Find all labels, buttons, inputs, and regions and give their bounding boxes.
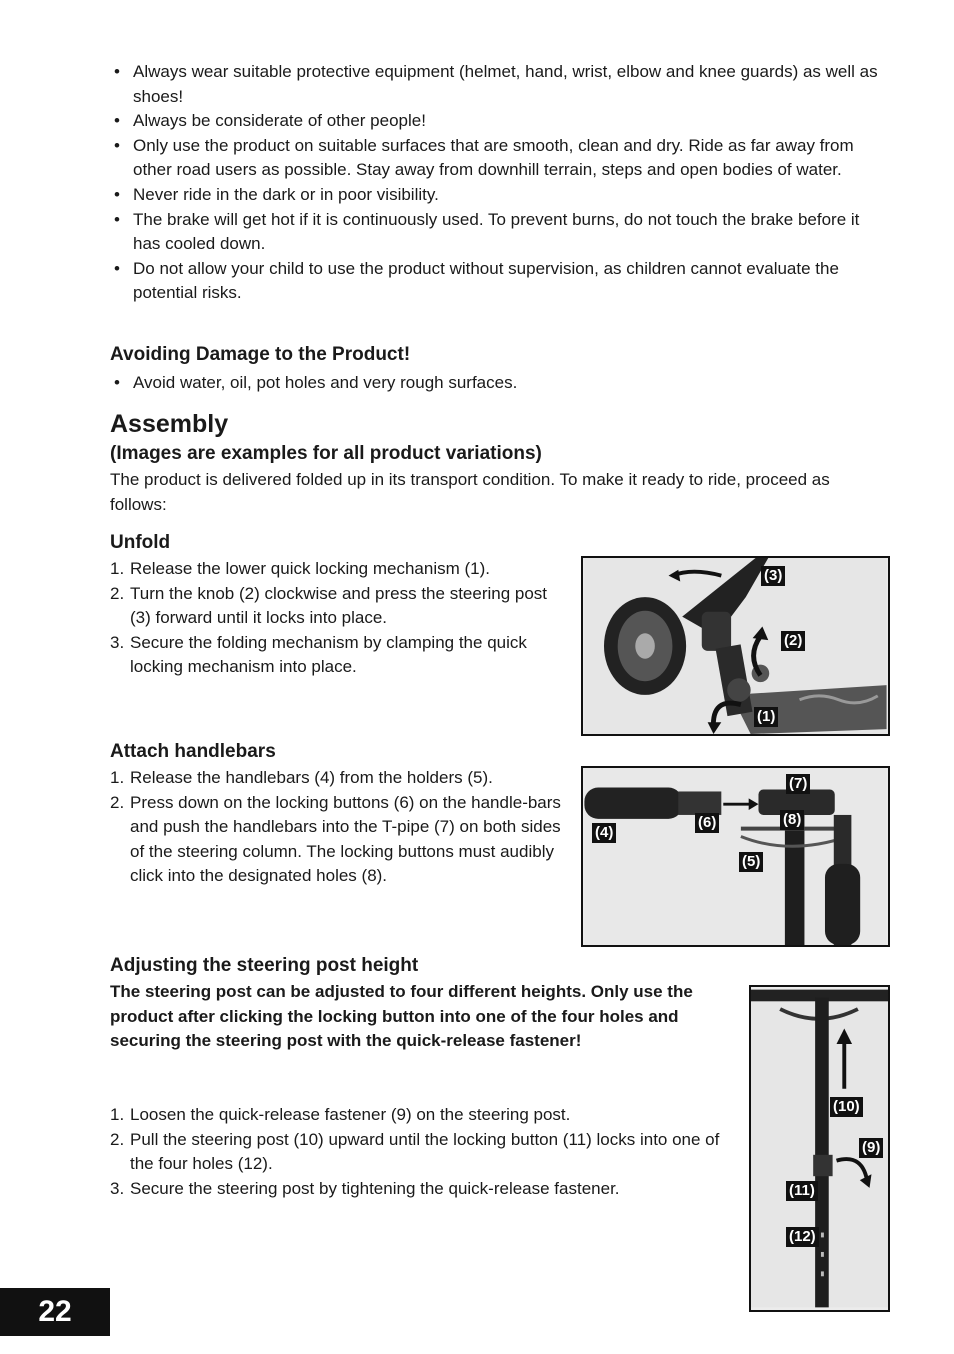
list-item: • Always wear suitable protective equipment (helmet, hand, wrist, elbow and knee guards) as well as shoes! — [110, 60, 890, 109]
callout-label-1: (1) — [754, 707, 778, 727]
callout-label-5: (5) — [739, 852, 763, 872]
list-item — [110, 1103, 730, 1128]
callout-label-7: (7) — [786, 774, 810, 794]
assembly-heading: Assembly — [110, 410, 229, 438]
height-warning: The steering post can be adjusted to four different heights. Only use the product after clicking the locking button into one of the four holes and securing the steering post with the quick-release fastener! — [110, 982, 693, 1051]
callout-label-12: (12) — [786, 1227, 819, 1247]
unfold-figure — [581, 556, 890, 736]
steering-post-figure — [749, 985, 890, 1312]
callout-label-10: (10) — [830, 1097, 863, 1117]
step-number: 1. — [110, 768, 125, 787]
handlebars-figure — [581, 766, 890, 947]
step-text: Secure the steering post by tightening the quick-release fastener. — [130, 1178, 620, 1198]
step-text: Release the handlebars (4) from the holders (5). — [130, 768, 493, 787]
step-text: Secure the folding mechanism by clamping the quick locking mechanism into place. — [130, 632, 527, 677]
unfold-heading: Unfold — [110, 532, 171, 553]
page-number: 22 — [0, 1288, 110, 1336]
unfold-steps — [110, 557, 565, 680]
assembly-intro: The product is delivered folded up in its transport condition. To make it ready to ride, proceed as follows: — [110, 470, 830, 514]
safety-bullet-list — [110, 60, 890, 306]
handlebars-steps — [110, 766, 565, 889]
height-steps — [110, 1103, 730, 1201]
step-number: 2. — [110, 792, 125, 812]
step-text: Loosen the quick-release fastener (9) on the steering post. — [130, 1105, 571, 1124]
height-heading: Adjusting the steering post height — [110, 955, 419, 976]
step-number: 1. — [110, 1105, 125, 1124]
list-item: • Always be considerate of other people! — [110, 109, 890, 134]
list-item: • Never ride in the dark or in poor visibility. — [110, 183, 890, 208]
damage-heading: Avoiding Damage to the Product! — [110, 344, 411, 365]
list-item — [110, 766, 565, 791]
callout-label-9: (9) — [859, 1138, 883, 1158]
list-item — [110, 557, 565, 582]
list-item — [110, 631, 565, 680]
callout-label-2: (2) — [781, 631, 805, 651]
step-number: 1. — [110, 559, 125, 578]
list-item — [110, 582, 565, 631]
assembly-subheading: (Images are examples for all product variations) — [110, 443, 542, 464]
list-item — [110, 1128, 730, 1177]
handlebars-heading: Attach handlebars — [110, 741, 276, 762]
callout-label-8: (8) — [780, 810, 804, 830]
step-number: 3. — [110, 1178, 125, 1198]
list-item: • Avoid water, oil, pot holes and very rough surfaces. — [110, 371, 890, 396]
step-number: 3. — [110, 632, 125, 652]
handlebar-illustration — [583, 768, 888, 945]
damage-bullet-list — [110, 371, 890, 396]
step-text: Pull the steering post (10) upward until the locking button (11) locks into one of the four holes (12). — [130, 1129, 720, 1174]
list-item — [110, 791, 565, 889]
scooter-fold-illustration — [583, 558, 888, 734]
callout-label-6: (6) — [695, 813, 719, 833]
list-item: • Do not allow your child to use the product without supervision, as children cannot evaluate the potential risks. — [110, 257, 890, 306]
list-item — [110, 1177, 730, 1202]
step-number: 2. — [110, 583, 125, 603]
callout-label-11: (11) — [786, 1181, 818, 1201]
step-number: 2. — [110, 1129, 125, 1149]
list-item: • The brake will get hot if it is continuously used. To prevent burns, do not touch the brake before it has cooled down. — [110, 208, 890, 257]
callout-label-4: (4) — [592, 823, 616, 843]
list-item: • Only use the product on suitable surfaces that are smooth, clean and dry. Ride as far away from other road users as possible. Stay away from downhill terrain, steps and open bodies of water. — [110, 134, 890, 183]
step-text: Press down on the locking buttons (6) on the handle-bars and push the handlebars into the T-pipe (7) on both sides of the steering column. The locking buttons must audibly click into the designated holes (8). — [130, 792, 561, 886]
step-text: Turn the knob (2) clockwise and press the steering post (3) forward until it locks into place. — [130, 583, 548, 628]
step-text: Release the lower quick locking mechanism (1). — [130, 559, 490, 578]
callout-label-3: (3) — [761, 566, 785, 586]
